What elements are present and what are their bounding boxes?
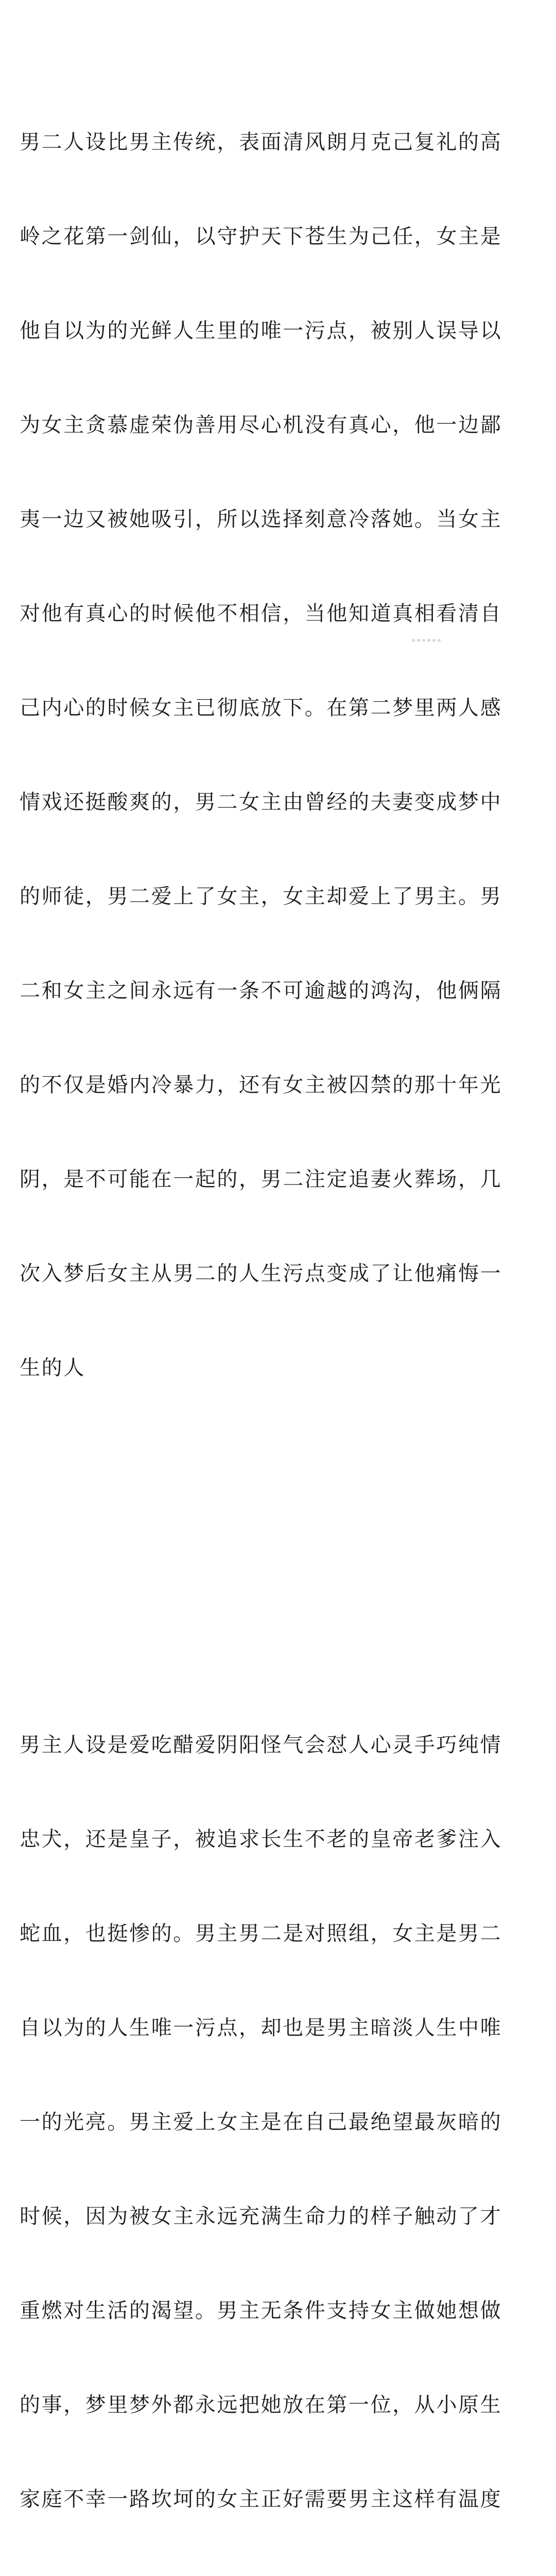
dot-icon	[412, 639, 415, 642]
dot-icon	[422, 639, 425, 642]
text-line: 的师徒，男二爱上了女主，女主却爱上了男主。男	[20, 885, 502, 908]
text-line: 二和女主之间永远有一条不可逾越的鸿沟，他俩隔	[20, 979, 502, 1003]
dot-icon	[438, 639, 441, 642]
text-line: 为女主贪慕虚荣伪善用尽心机没有真心，他一边鄙	[20, 413, 502, 437]
paragraph-gap	[20, 1541, 543, 1572]
text-line: 阴，是不可能在一起的，男二注定追妻火葬场，几	[20, 1167, 502, 1191]
text-line: 蛇血，也挺惨的。男主男二是对照组，女主是男二	[20, 1922, 502, 1945]
article-body	[20, 1, 543, 2576]
text-line: 自以为的人生唯一污点，却也是男主暗淡人生中唯	[20, 2016, 502, 2040]
text-line: 情戏还挺酸爽的，男二女主由曾经的夫妻变成梦中	[20, 790, 502, 814]
paragraph-male-lead	[20, 1667, 543, 2576]
dot-icon	[417, 639, 420, 642]
text-line: 家庭不幸一路坎坷的女主正好需要男主这样有温度	[20, 2487, 502, 2511]
dot-icon	[427, 639, 430, 642]
text-line: 他自以为的光鲜人生里的唯一污点，被别人误导以	[20, 319, 502, 343]
text-line: 对他有真心的时候他不相信，当他知道真相看清自	[20, 602, 502, 625]
text-line: 夷一边又被她吸引，所以选择刻意冷落她。当女主	[20, 507, 502, 531]
text-line: 男二人设比男主传统，表面清风朗月克己复礼的高	[20, 130, 502, 154]
text-line: 的事，梦里梦外都永远把她放在第一位，从小原生	[20, 2393, 502, 2417]
text-line: 岭之花第一剑仙，以守护天下苍生为己任，女主是	[20, 225, 502, 248]
text-line: 时候，因为被女主永远充满生命力的样子触动了才	[20, 2205, 502, 2228]
dot-icon	[432, 639, 436, 642]
text-line: 一的光亮。男主爱上女主是在自己最绝望最灰暗的	[20, 2110, 502, 2134]
text-line: 男主人设是爱吃醋爱阴阳怪气会怼人心灵手巧纯情	[20, 1733, 502, 1757]
paragraph-male-second	[20, 64, 543, 1447]
text-line: 忠犬，还是皇子，被追求长生不老的皇帝老爹注入	[20, 1827, 502, 1851]
text-line: 次入梦后女主从男二的人生污点变成了让他痛悔一	[20, 1262, 502, 1285]
text-line: 重燃对生活的渴望。男主无条件支持女主做她想做	[20, 2299, 502, 2323]
watermark-dots-icon	[412, 633, 458, 648]
text-line: 的不仅是婚内冷暴力，还有女主被囚禁的那十年光	[20, 1073, 502, 1097]
text-line: 生的人	[20, 1356, 85, 1380]
text-line: 己内心的时候女主已彻底放下。在第二梦里两人感	[20, 696, 502, 720]
